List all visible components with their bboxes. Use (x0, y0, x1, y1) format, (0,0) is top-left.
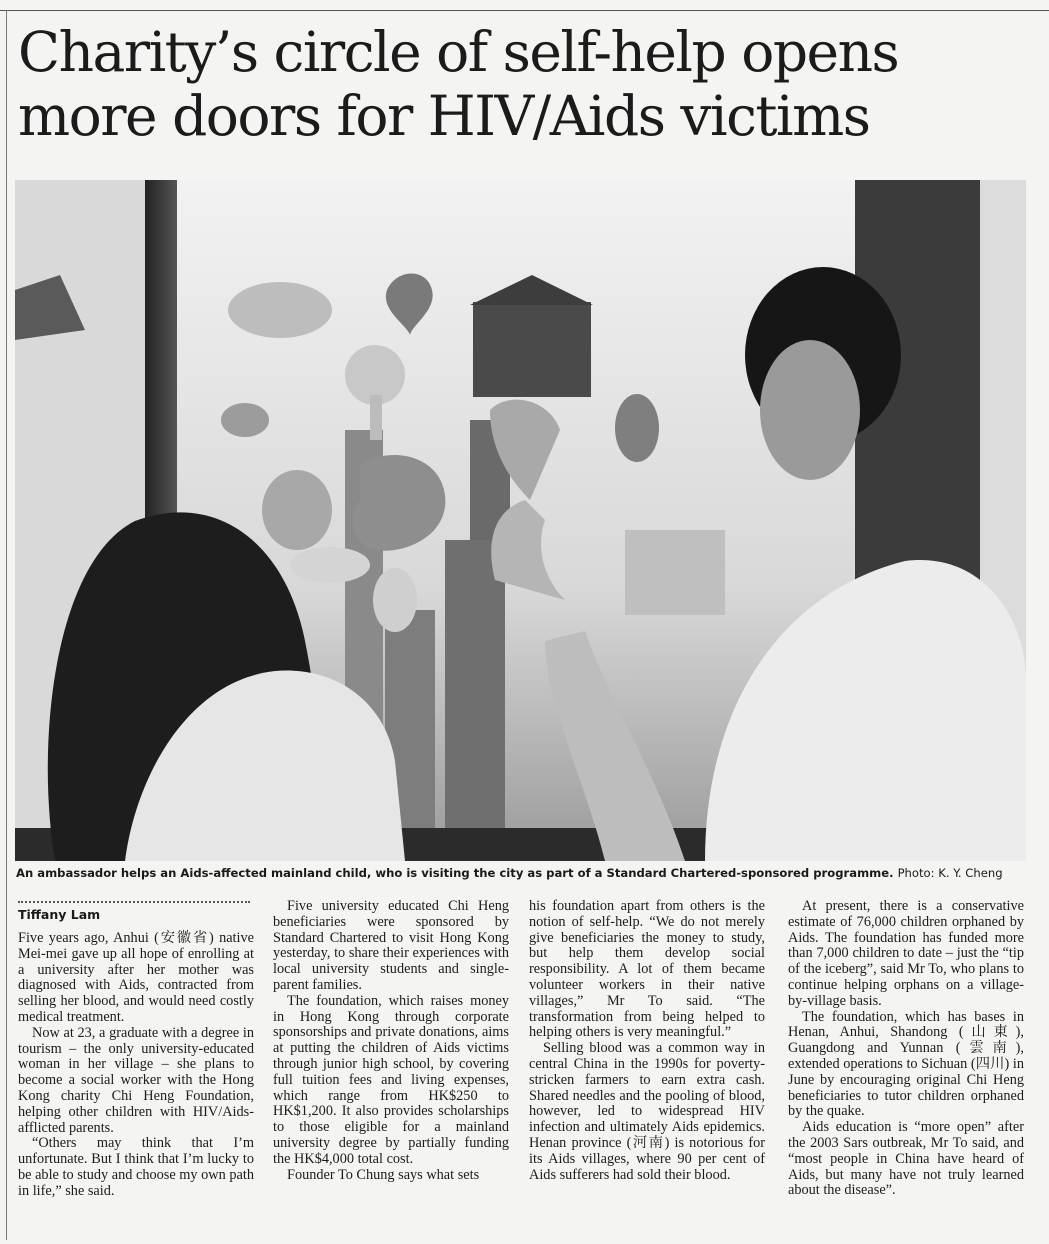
news-photo (15, 180, 1026, 861)
paragraph: At present, there is a conservative estimate of 76,000 children orphaned by Aids. The foundation has funded more than 7,000 children to date – just the “tip of the iceberg”, said Mr To, who plans to continue helping orphans on a village-by-village basis. (788, 898, 1024, 1009)
photo-credit: Photo: K. Y. Cheng (897, 866, 1003, 880)
paragraph: The foundation, which has bases in Henan, Anhui, Shandong (山東), Guangdong and Yunnan (雲南), extended operations to Sichuan (四川) in June by encouraging original Chi Heng beneficiaries to tutor children orphaned by the quake. (788, 1008, 1024, 1120)
paragraph: Aids education is “more open” after the 2003 Sars outbreak, Mr To said, and “most people in China have heard of Aids, but many have not truly learned about the disease”. (788, 1119, 1024, 1199)
headline-line-2: more doors for HIV/Aids victims (18, 84, 870, 148)
byline-rule (18, 901, 250, 903)
paragraph: “Others may think that I’m unfortunate. But I think that I’m lucky to be able to study and choose my own path in life,” she said. (18, 1135, 254, 1199)
top-rule (0, 10, 1049, 11)
article-column-2 (273, 899, 509, 1183)
byline: Tiffany Lam (18, 907, 101, 922)
paragraph: Selling blood was a common way in central China in the 1990s for poverty-stricken farmers to earn extra cash. Shared needles and the pooling of blood, however, led to widespread HIV infection and ultimately Aids epidemics. Henan province (河南) is notorious for its Aids villages, where 90 per cent of Aids sufferers had sold their blood. (529, 1040, 765, 1183)
paragraph: The foundation, which raises money in Hong Kong through corporate sponsorships and private donations, aims at putting the children of Aids victims through junior high school, by covering full tuition fees and living expenses, which range from HK$250 to HK$1,200. It also provides scholarships to those eligible for a mainland university degree by partially funding the HK$4,000 total cost. (273, 992, 509, 1167)
left-rule (6, 10, 7, 1240)
photo-caption (16, 866, 1036, 880)
paragraph: Now at 23, a graduate with a degree in tourism – the only university-educated woman in her village – she plans to become a social worker with the Hong Kong charity Chi Heng Foundation, helping other children with HIV/Aids-afflicted parents. (18, 1024, 254, 1136)
article-column-4 (788, 899, 1024, 1199)
article-column-1 (18, 931, 254, 1200)
paragraph: Founder To Chung says what sets (287, 1166, 480, 1183)
paragraph: Five years ago, Anhui (安徽省) native Mei-mei gave up all hope of enrolling at a university after her mother was diagnosed with Aids, contracted from selling her blood, and would need costly medical treatment. (18, 930, 254, 1025)
headline (18, 20, 1038, 148)
paragraph: Five university educated Chi Heng beneficiaries were sponsored by Standard Chartered to visit Hong Kong yesterday, to share their experiences with local university students and single-parent families. (273, 898, 509, 993)
caption-text: An ambassador helps an Aids-affected mainland child, who is visiting the city as part of a Standard Chartered-sponsored programme. (16, 866, 894, 880)
photo-illustration (15, 180, 1026, 861)
paragraph: his foundation apart from others is the notion of self-help. “We do not merely give beneficiaries the money to study, but help them develop social responsibility. A lot of them became volunteer workers in their native villages,” Mr To said. “The transformation from being helped to helping others is very meaningful.” (529, 898, 765, 1041)
article-column-3 (529, 899, 765, 1183)
headline-line-1: Charity’s circle of self-help opens (18, 20, 899, 84)
